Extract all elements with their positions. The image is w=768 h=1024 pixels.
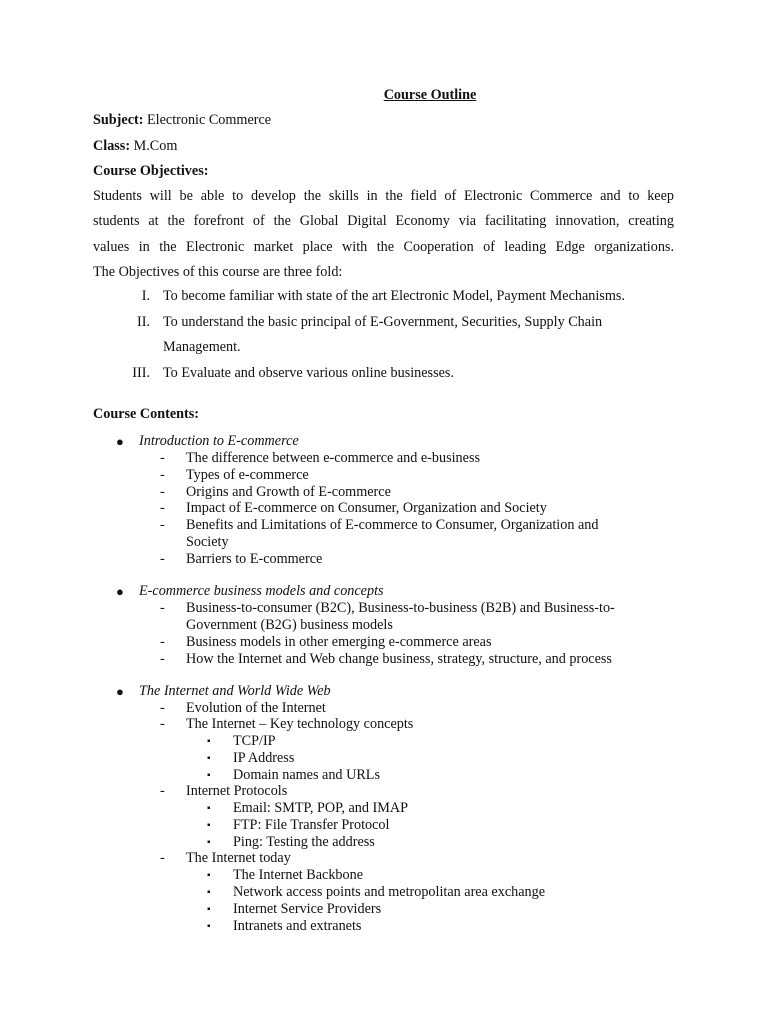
paragraph-line: Students will be able to develop the skills in the field of Electronic Commerce and to keep xyxy=(93,188,674,204)
objective-number: I. xyxy=(141,288,150,304)
square-bullet-icon: ▪ xyxy=(207,921,211,932)
dash-icon: - xyxy=(160,600,165,616)
sub-list-item: Email: SMTP, POP, and IMAP xyxy=(233,800,409,816)
square-bullet-icon: ▪ xyxy=(207,887,211,898)
square-bullet-icon: ▪ xyxy=(207,837,211,848)
square-bullet-icon: ▪ xyxy=(207,753,211,764)
dash-icon: - xyxy=(160,651,165,667)
dash-icon: - xyxy=(160,500,165,516)
bullet-icon: ● xyxy=(116,684,124,699)
sub-list-item: Internet Service Providers xyxy=(233,901,382,917)
square-bullet-icon: ▪ xyxy=(207,904,211,915)
objective-number: II. xyxy=(137,314,150,330)
square-bullet-icon: ▪ xyxy=(207,736,211,747)
dash-icon: - xyxy=(160,783,165,799)
sub-list-item: Network access points and metropolitan area exchange xyxy=(233,884,546,900)
square-bullet-icon: ▪ xyxy=(207,870,211,881)
sub-list-item: TCP/IP xyxy=(233,733,276,749)
list-item: Types of e-commerce xyxy=(186,467,309,483)
objective-text: To become familiar with state of the art Electronic Model, Payment Mechanisms. xyxy=(163,288,625,304)
sub-list-item: The Internet Backbone xyxy=(233,867,363,883)
bullet-icon: ● xyxy=(116,584,124,599)
dash-icon: - xyxy=(160,850,165,866)
square-bullet-icon: ▪ xyxy=(207,820,211,831)
list-item-continued: Society xyxy=(186,534,229,550)
objective-text: To understand the basic principal of E-Government, Securities, Supply Chain xyxy=(163,314,603,330)
paragraph-line: values in the Electronic market place with the Cooperation of leading Edge organizations. xyxy=(93,238,674,255)
dash-icon: - xyxy=(160,484,165,500)
section-title: The Internet and World Wide Web xyxy=(139,683,331,699)
sub-list-item: FTP: File Transfer Protocol xyxy=(233,817,390,833)
dash-icon: - xyxy=(160,700,165,716)
objective-number: III. xyxy=(132,365,150,381)
sub-list-item: Intranets and extranets xyxy=(233,918,362,934)
dash-icon: - xyxy=(160,716,165,732)
dash-icon: - xyxy=(160,450,165,466)
square-bullet-icon: ▪ xyxy=(207,770,211,781)
list-item: Business-to-consumer (B2C), Business-to-business (B2B) and Business-to- xyxy=(186,600,615,616)
list-item-continued: Government (B2G) business models xyxy=(186,617,393,633)
sub-list-item: Domain names and URLs xyxy=(233,767,380,783)
objective-text: Management. xyxy=(163,339,241,355)
paragraph-line: students at the forefront of the Global Digital Economy via facilitating innovation, creating xyxy=(93,213,674,230)
paragraph-line: The Objectives of this course are three fold: xyxy=(93,263,343,280)
dash-icon: - xyxy=(160,634,165,650)
list-item: Impact of E-commerce on Consumer, Organization and Society xyxy=(186,500,547,516)
list-item: Benefits and Limitations of E-commerce to Consumer, Organization and xyxy=(186,517,599,533)
list-item: How the Internet and Web change business, strategy, structure, and process xyxy=(186,651,612,667)
contents-heading: Course Contents: xyxy=(93,406,200,422)
class-line xyxy=(93,138,177,155)
class-label: Class: xyxy=(93,138,131,154)
dash-icon: - xyxy=(160,551,165,567)
subject-line xyxy=(93,112,271,129)
class-value: M.Com xyxy=(133,138,178,154)
list-item: Internet Protocols xyxy=(186,783,288,799)
page-title: Course Outline xyxy=(383,87,477,103)
list-item: The Internet today xyxy=(186,850,291,866)
list-item: The Internet – Key technology concepts xyxy=(186,716,414,732)
subject-label: Subject: xyxy=(93,112,144,128)
list-item: Evolution of the Internet xyxy=(186,700,326,716)
section-title: E-commerce business models and concepts xyxy=(139,583,384,599)
list-item: Business models in other emerging e-commerce areas xyxy=(186,634,492,650)
subject-value: Electronic Commerce xyxy=(147,112,272,128)
bullet-icon: ● xyxy=(116,434,124,449)
list-item: Origins and Growth of E-commerce xyxy=(186,484,391,500)
objectives-paragraph xyxy=(93,184,674,285)
list-item: Barriers to E-commerce xyxy=(186,551,323,567)
list-item: The difference between e-commerce and e-business xyxy=(186,450,480,466)
dash-icon: - xyxy=(160,467,165,483)
square-bullet-icon: ▪ xyxy=(207,803,211,814)
objectives-heading: Course Objectives: xyxy=(93,163,209,179)
sub-list-item: IP Address xyxy=(233,750,295,766)
objective-text: To Evaluate and observe various online businesses. xyxy=(163,365,454,381)
sub-list-item: Ping: Testing the address xyxy=(233,834,375,850)
section-title: Introduction to E-commerce xyxy=(139,433,299,449)
dash-icon: - xyxy=(160,517,165,533)
